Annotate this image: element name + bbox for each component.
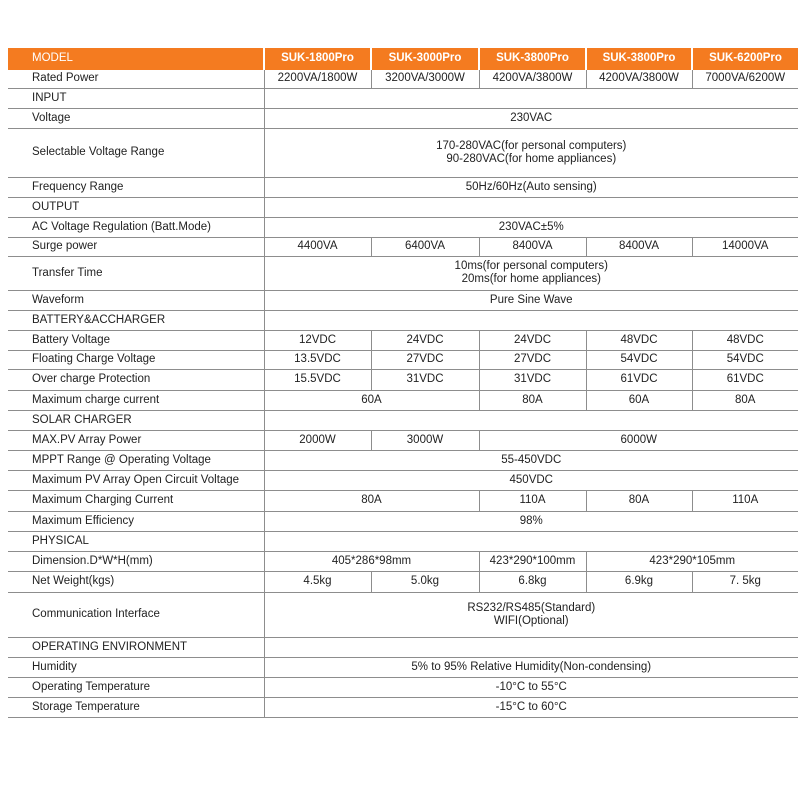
spec-value: 6000W [479, 430, 798, 450]
spec-value: 31VDC [371, 369, 479, 390]
spec-value-line: 20ms(for home appliances) [461, 273, 601, 285]
spec-row-operating-temperature [8, 677, 798, 697]
spec-value: Pure Sine Wave [264, 290, 798, 310]
spec-row-maximum-charge-current [8, 390, 798, 410]
spec-value: 27VDC [371, 350, 479, 369]
spec-value: 6400VA [371, 237, 479, 256]
section-heading: INPUT [8, 88, 264, 108]
spec-value: 15.5VDC [264, 369, 371, 390]
spec-row-communication-interface [8, 592, 798, 637]
spec-value: 27VDC [479, 350, 586, 369]
spec-value: 61VDC [586, 369, 692, 390]
section-filler [264, 637, 798, 657]
model-name: SUK-3800Pro [586, 48, 692, 69]
section-heading: PHYSICAL [8, 531, 264, 551]
section-filler [264, 410, 798, 430]
section-row-operating-environment [8, 637, 798, 657]
spec-value: 110A [479, 490, 586, 511]
spec-value: 13.5VDC [264, 350, 371, 369]
section-filler [264, 531, 798, 551]
spec-value: 80A [264, 490, 479, 511]
section-heading: OUTPUT [8, 197, 264, 217]
spec-value: 8400VA [586, 237, 692, 256]
spec-row-net-weight-kgs [8, 571, 798, 592]
spec-value: 4200VA/3800W [586, 69, 692, 88]
section-filler [264, 197, 798, 217]
spec-body [8, 48, 798, 717]
spec-row-dimension-d-w-h-mm [8, 551, 798, 571]
spec-label: Humidity [8, 657, 264, 677]
spec-label: Waveform [8, 290, 264, 310]
spec-value: 110A [692, 490, 798, 511]
spec-label: Selectable Voltage Range [8, 128, 264, 177]
model-header-label: MODEL [8, 48, 264, 69]
spec-value: 8400VA [479, 237, 586, 256]
spec-value: 2000W [264, 430, 371, 450]
model-header-row [8, 48, 798, 69]
spec-value: 55-450VDC [264, 450, 798, 470]
spec-row-humidity [8, 657, 798, 677]
spec-value: -10°C to 55°C [264, 677, 798, 697]
spec-value: 3000W [371, 430, 479, 450]
spec-value-line: 170-280VAC(for personal computers) [436, 139, 627, 152]
spec-value: 405*286*98mm [264, 551, 479, 571]
spec-value: 48VDC [692, 330, 798, 350]
spec-table [8, 48, 798, 718]
spec-value: 50Hz/60Hz(Auto sensing) [264, 177, 798, 197]
spec-value: 423*290*105mm [586, 551, 798, 571]
spec-row-battery-voltage [8, 330, 798, 350]
spec-row-over-charge-protection [8, 369, 798, 390]
spec-row-storage-temperature [8, 697, 798, 717]
spec-value: 60A [586, 390, 692, 410]
spec-label: MAX.PV Array Power [8, 430, 264, 450]
spec-row-maximum-efficiency [8, 511, 798, 531]
spec-value: 6.8kg [479, 571, 586, 592]
spec-value [264, 256, 798, 290]
spec-value: 4200VA/3800W [479, 69, 586, 88]
spec-label: Maximum charge current [8, 390, 264, 410]
spec-value: 423*290*100mm [479, 551, 586, 571]
spec-label: Net Weight(kgs) [8, 571, 264, 592]
spec-value: 54VDC [586, 350, 692, 369]
model-name: SUK-6200Pro [692, 48, 798, 69]
spec-label: Rated Power [8, 69, 264, 88]
spec-label: Transfer Time [8, 256, 264, 290]
spec-value: 80A [586, 490, 692, 511]
spec-label: Communication Interface [8, 592, 264, 637]
spec-value: 80A [692, 390, 798, 410]
section-heading: OPERATING ENVIRONMENT [8, 637, 264, 657]
spec-value: 4.5kg [264, 571, 371, 592]
spec-row-maximum-pv-array-open-circuit-voltage [8, 470, 798, 490]
spec-value: 450VDC [264, 470, 798, 490]
spec-label: AC Voltage Regulation (Batt.Mode) [8, 217, 264, 237]
spec-value [264, 592, 798, 637]
spec-row-transfer-time [8, 256, 798, 290]
spec-value: 80A [479, 390, 586, 410]
section-filler [264, 88, 798, 108]
spec-label: Operating Temperature [8, 677, 264, 697]
spec-value: 5% to 95% Relative Humidity(Non-condensing) [264, 657, 798, 677]
spec-value: 4400VA [264, 237, 371, 256]
spec-label: Frequency Range [8, 177, 264, 197]
spec-row-waveform [8, 290, 798, 310]
section-row-battery-accharger [8, 310, 798, 330]
spec-value: 7000VA/6200W [692, 69, 798, 88]
model-name: SUK-3800Pro [479, 48, 586, 69]
spec-value: -15°C to 60°C [264, 697, 798, 717]
spec-value: 3200VA/3000W [371, 69, 479, 88]
section-row-output [8, 197, 798, 217]
spec-value: 230VAC±5% [264, 217, 798, 237]
spec-row-voltage [8, 108, 798, 128]
spec-row-rated-power [8, 69, 798, 88]
spec-value: 5.0kg [371, 571, 479, 592]
spec-value [264, 128, 798, 177]
spec-row-frequency-range [8, 177, 798, 197]
spec-label: Storage Temperature [8, 697, 264, 717]
spec-row-max-pv-array-power [8, 430, 798, 450]
spec-value: 24VDC [371, 330, 479, 350]
section-filler [264, 310, 798, 330]
spec-label: MPPT Range @ Operating Voltage [8, 450, 264, 470]
spec-label: Maximum Efficiency [8, 511, 264, 531]
spec-row-maximum-charging-current [8, 490, 798, 511]
spec-value: 230VAC [264, 108, 798, 128]
section-row-solar-charger [8, 410, 798, 430]
spec-label: Maximum Charging Current [8, 490, 264, 511]
spec-label: Over charge Protection [8, 369, 264, 390]
spec-value: 7. 5kg [692, 571, 798, 592]
spec-value-line: 90-280VAC(for home appliances) [446, 152, 617, 165]
spec-row-mppt-range-operating-voltage [8, 450, 798, 470]
spec-value: 2200VA/1800W [264, 69, 371, 88]
spec-value: 98% [264, 511, 798, 531]
spec-value: 48VDC [586, 330, 692, 350]
spec-value: 6.9kg [586, 571, 692, 592]
spec-value-line: WIFI(Optional) [493, 614, 569, 627]
spec-label: Maximum PV Array Open Circuit Voltage [8, 470, 264, 490]
spec-value: 54VDC [692, 350, 798, 369]
spec-value-line: 10ms(for personal computers) [454, 260, 608, 272]
section-heading: SOLAR CHARGER [8, 410, 264, 430]
spec-label: Surge power [8, 237, 264, 256]
spec-label: Voltage [8, 108, 264, 128]
section-heading: BATTERY&ACCHARGER [8, 310, 264, 330]
model-name: SUK-1800Pro [264, 48, 371, 69]
spec-row-floating-charge-voltage [8, 350, 798, 369]
spec-value: 12VDC [264, 330, 371, 350]
section-row-input [8, 88, 798, 108]
spec-value: 14000VA [692, 237, 798, 256]
spec-row-ac-voltage-regulation-batt-mode [8, 217, 798, 237]
model-name: SUK-3000Pro [371, 48, 479, 69]
spec-label: Dimension.D*W*H(mm) [8, 551, 264, 571]
spec-value-line: RS232/RS485(Standard) [467, 601, 596, 614]
spec-value: 31VDC [479, 369, 586, 390]
spec-label: Floating Charge Voltage [8, 350, 264, 369]
spec-value: 24VDC [479, 330, 586, 350]
spec-value: 60A [264, 390, 479, 410]
spec-row-surge-power [8, 237, 798, 256]
spec-row-selectable-voltage-range [8, 128, 798, 177]
spec-label: Battery Voltage [8, 330, 264, 350]
section-row-physical [8, 531, 798, 551]
spec-value: 61VDC [692, 369, 798, 390]
